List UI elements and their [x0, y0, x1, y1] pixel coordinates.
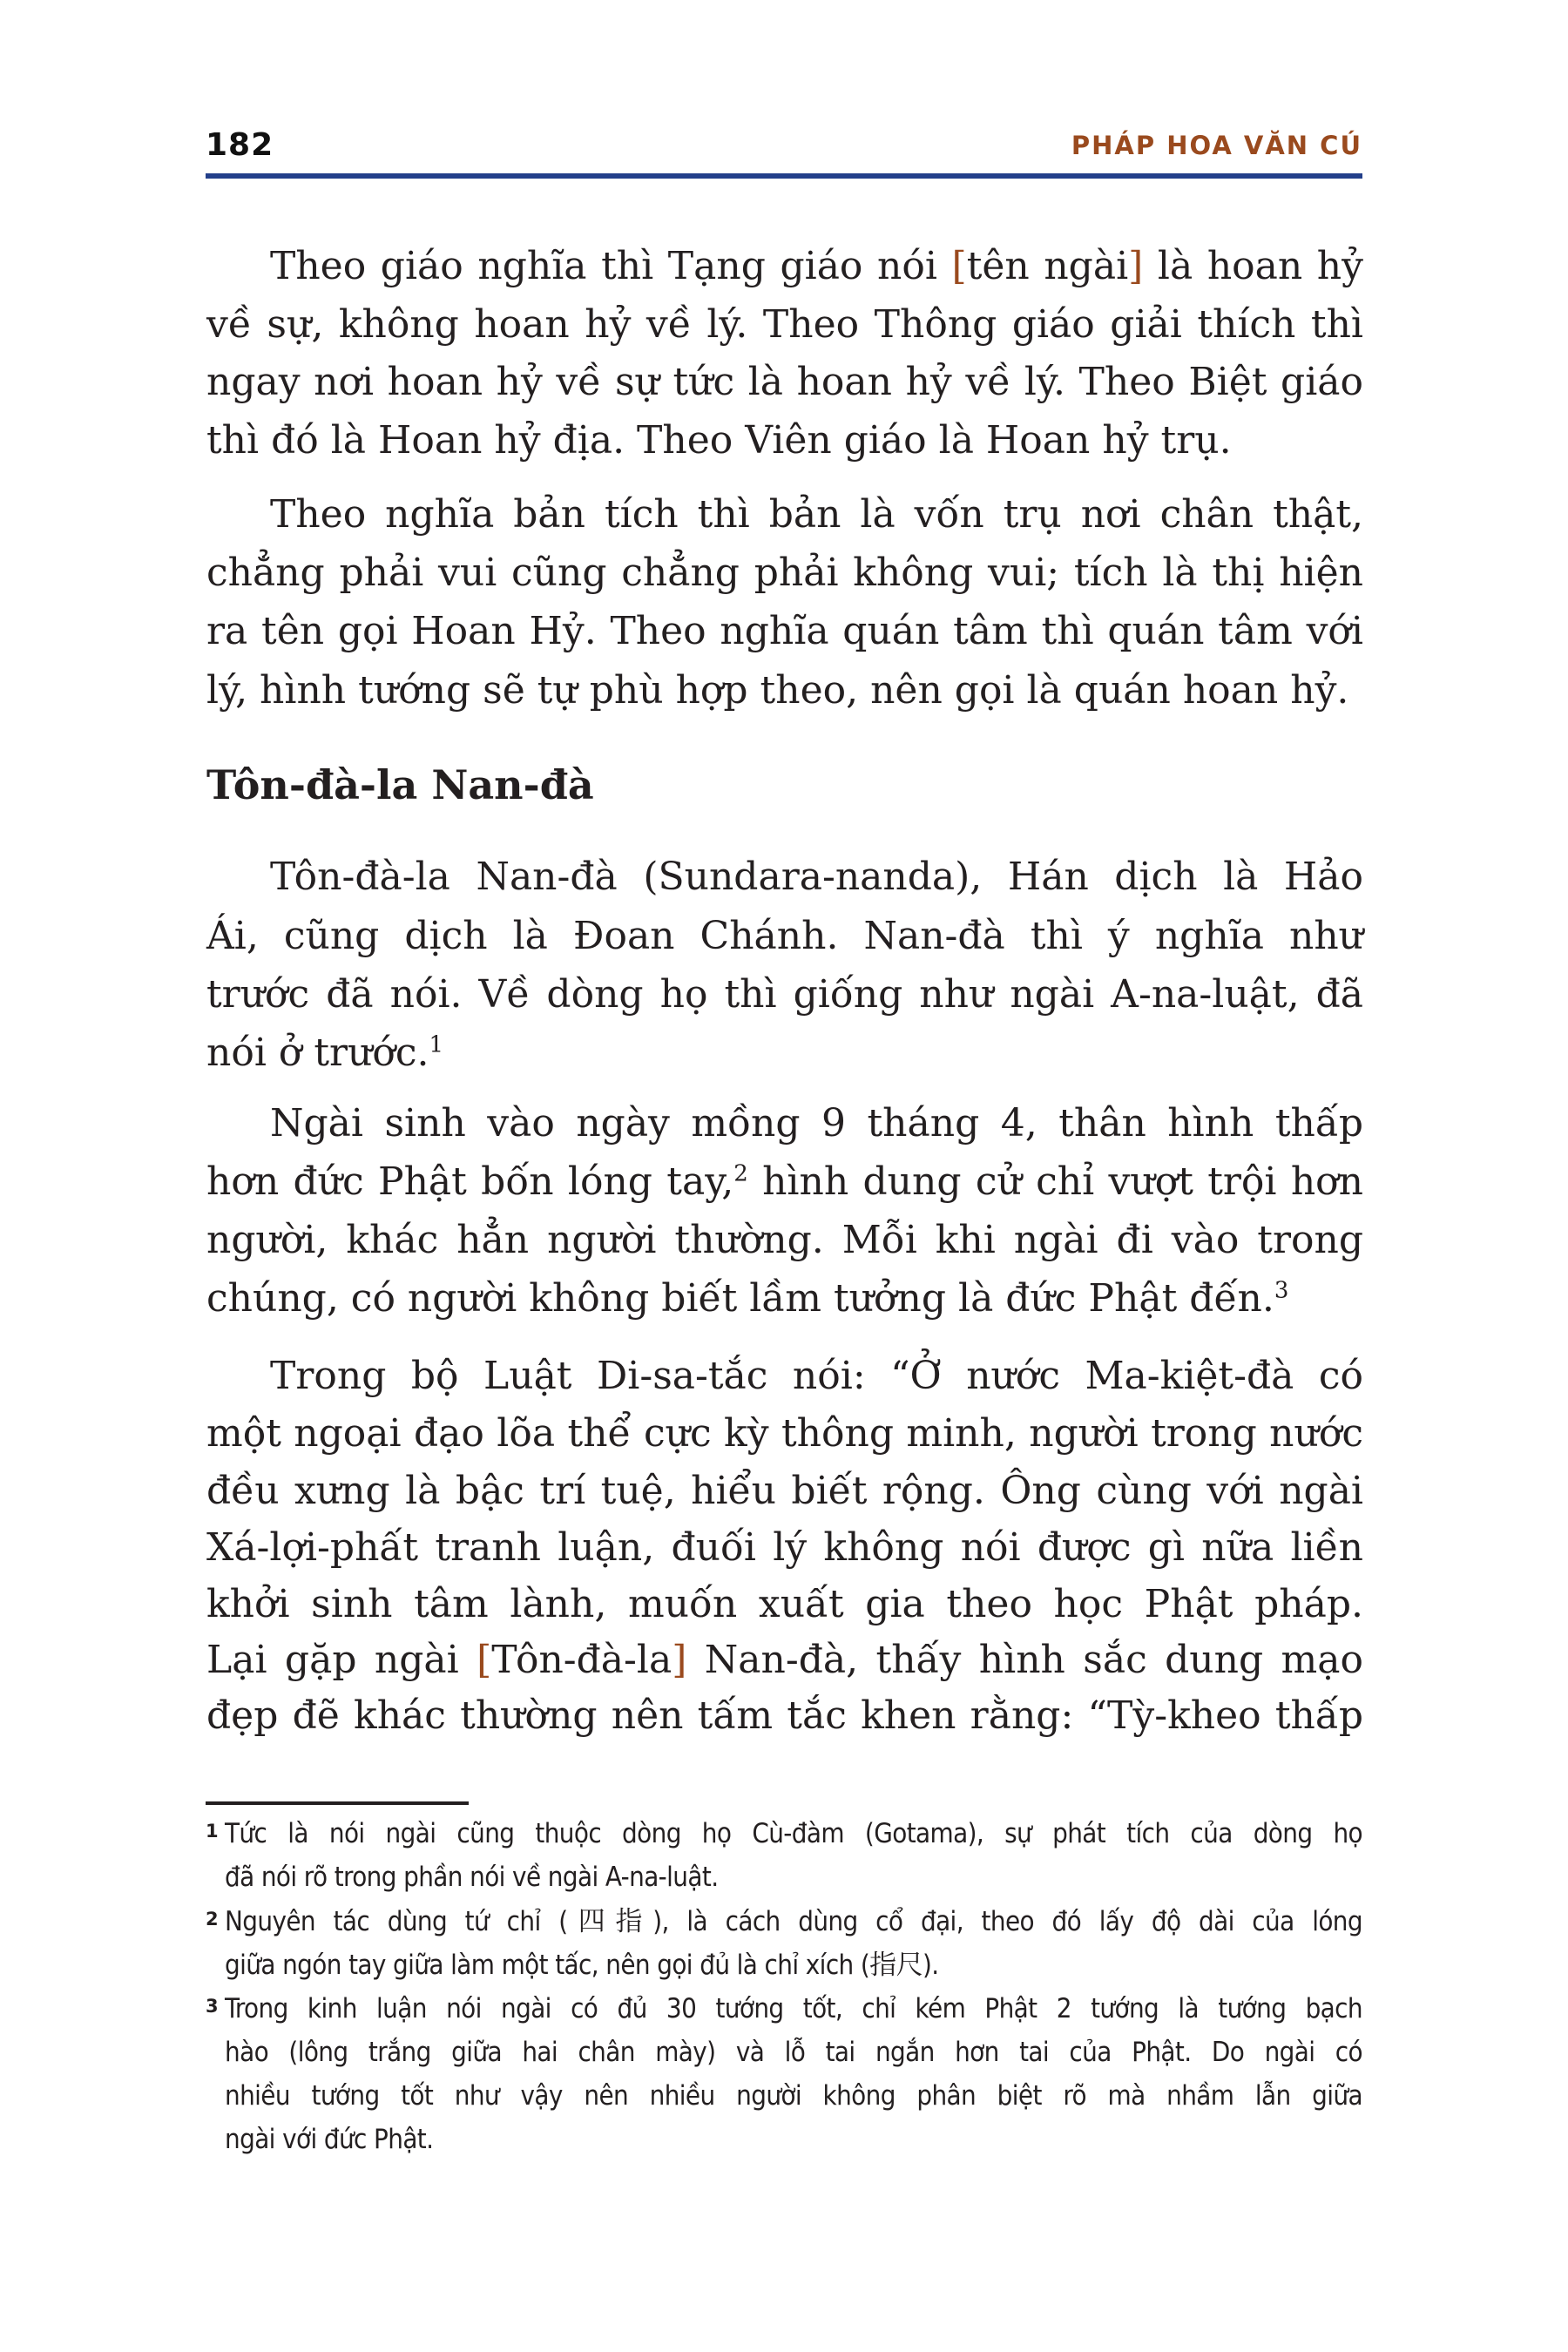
paragraph-line: lý, hình tướng sẽ tự phù hợp theo, nên gọi là quán hoan hỷ. [206, 668, 1349, 713]
bracket-open: [ [476, 1638, 492, 1682]
paragraph-line: khởi sinh tâm lành, muốn xuất gia theo học Phật pháp. [206, 1582, 1363, 1626]
footnote-line: Nguyên tác dùng tứ chỉ (四指), là cách dùng cổ đại, theo đó lấy độ dài của lóng [225, 1906, 1362, 1937]
paragraph-line: về sự, không hoan hỷ về lý. Theo Thông giáo giải thích thì [206, 302, 1363, 347]
footnote-line: giữa ngón tay giữa làm một tấc, nên gọi đủ là chỉ xích (指尺). [225, 1950, 939, 1981]
text: Lại gặp ngài [206, 1638, 477, 1682]
bracket-close: ] [672, 1638, 687, 1682]
text: hơn đức Phật bốn lóng tay, [206, 1159, 734, 1204]
footnote-line: Trong kinh luận nói ngài có đủ 30 tướng tốt, chỉ kém Phật 2 tướng là tướng bạch [225, 1993, 1362, 2024]
text: nói ở trước. [206, 1031, 429, 1075]
paragraph-line: Ngài sinh vào ngày mồng 9 tháng 4, thân hình thấp [270, 1101, 1363, 1146]
paragraph-line: Xá-lợi-phất tranh luận, đuối lý không nói được gì nữa liền [206, 1525, 1363, 1570]
footnote-line: nhiều tướng tốt như vậy nên nhiều người không phân biệt rõ mà nhầm lẫn giữa [225, 2080, 1362, 2112]
paragraph-line [206, 1270, 1363, 1328]
text: hình dung cử chỉ vượt trội hơn [762, 1159, 1363, 1204]
header-rule [206, 173, 1362, 179]
inserted-text: Tôn-đà-la [491, 1638, 672, 1682]
footnote-ref-3[interactable]: 3 [1274, 1277, 1289, 1304]
text: Theo giáo nghĩa thì Tạng giáo nói [270, 244, 952, 288]
paragraph-line: Theo nghĩa bản tích thì bản là vốn trụ nơi chân thật, [270, 492, 1363, 537]
paragraph-line: Ái, cũng dịch là Đoan Chánh. Nan-đà thì ý nghĩa như [206, 914, 1363, 958]
paragraph-line [270, 238, 1363, 295]
text: là hoan hỷ [1143, 244, 1364, 288]
paragraph-line: đều xưng là bậc trí tuệ, hiểu biết rộng. Ông cùng với ngài [206, 1469, 1363, 1513]
paragraph-line: ngay nơi hoan hỷ về sự tức là hoan hỷ về lý. Theo Biệt giáo [206, 360, 1363, 404]
paragraph-line [206, 1632, 1363, 1689]
section-heading: Tôn-đà-la Nan-đà [206, 761, 594, 808]
text: chúng, có người không biết lầm tưởng là đức Phật đến. [206, 1276, 1274, 1321]
paragraph-line: Trong bộ Luật Di-sa-tắc nói: “Ở nước Ma-kiệt-đà có [270, 1354, 1363, 1398]
footnote-line: Tức là nói ngài cũng thuộc dòng họ Cù-đàm (Gotama), sự phát tích của dòng họ [225, 1818, 1362, 1849]
inserted-text: tên ngài [966, 244, 1129, 288]
footnote-line: hào (lông trắng giữa hai chân mày) và lỗ tai ngắn hơn tai của Phật. Do ngài có [225, 2037, 1362, 2068]
running-header-title: PHÁP HOA VĂN CÚ [1071, 131, 1362, 160]
paragraph-line [206, 1024, 1363, 1082]
paragraph-line [206, 1153, 1363, 1211]
bracket-close: ] [1128, 244, 1144, 288]
footnote-line: ngài với đức Phật. [225, 2124, 434, 2155]
paragraph-line: trước đã nói. Về dòng họ thì giống như ngài A-na-luật, đã [206, 972, 1363, 1017]
footnote-number: 3 [206, 1996, 219, 2017]
bracket-open: [ [951, 244, 967, 288]
paragraph-line: người, khác hẳn người thường. Mỗi khi ngài đi vào trong [206, 1218, 1363, 1262]
footnote-ref-2[interactable]: 2 [733, 1160, 748, 1187]
paragraph-line: thì đó là Hoan hỷ địa. Theo Viên giáo là Hoan hỷ trụ. [206, 418, 1232, 463]
footnote-separator [206, 1801, 469, 1805]
paragraph-line: chẳng phải vui cũng chẳng phải không vui; tích là thị hiện [206, 551, 1363, 595]
page-number: 182 [206, 127, 274, 163]
footnote-ref-1[interactable]: 1 [429, 1031, 444, 1058]
paragraph-line: Tôn-đà-la Nan-đà (Sundara-nanda), Hán dịch là Hảo [270, 855, 1363, 899]
paragraph-line: đẹp đẽ khác thường nên tấm tắc khen rằng: “Tỳ-kheo thấp [206, 1693, 1363, 1738]
footnote-number: 1 [206, 1821, 219, 1842]
footnote-line: đã nói rõ trong phần nói về ngài A-na-luật. [225, 1862, 719, 1893]
text: Nan-đà, thấy hình sắc dung mạo [686, 1638, 1363, 1682]
paragraph-line: một ngoại đạo lõa thể cực kỳ thông minh, người trong nước [206, 1411, 1363, 1456]
paragraph-line: ra tên gọi Hoan Hỷ. Theo nghĩa quán tâm thì quán tâm với [206, 609, 1363, 653]
footnote-number: 2 [206, 1909, 219, 1930]
